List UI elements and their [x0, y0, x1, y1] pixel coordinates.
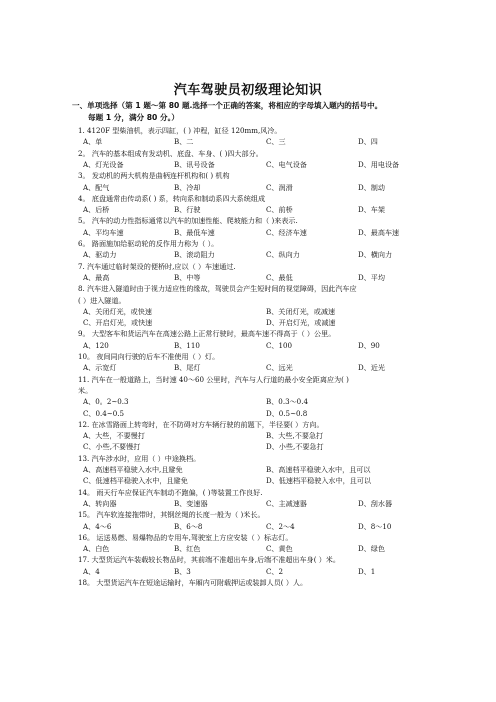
question-text: 18。 大型货运汽车在短途运输时，车厢内可附载押运或装卸人员( ）人。: [78, 578, 308, 587]
answer-option: B、滚动阻力: [174, 250, 215, 260]
question-text: 15。 汽车软连接拖带时，其钢丝绳的长度一般为（ )米长。: [78, 510, 265, 520]
answer-option: D、0.5~0.8: [266, 408, 308, 418]
question-text: 12. 在冰雪路面上转弯时，在不防碍对方车辆行驶的前题下，半径要( ）方向。: [78, 419, 324, 429]
question-text: 8. 汽车进入隧道时由于视力适应性的缘故，驾驶员会产生短时间的视觉障碍，因此汽车应: [78, 284, 357, 294]
answer-option: C、经济车速: [266, 227, 307, 237]
answer-option: D、最高车速: [358, 227, 400, 237]
answer-option: B、3: [174, 566, 191, 576]
answer-option: C、2: [266, 566, 284, 576]
answer-option: A、转向器: [83, 498, 117, 508]
answer-option: B、二: [174, 137, 194, 147]
answer-option: C、小些,不要慢打: [83, 442, 141, 452]
answer-option: A、高速档平稳驶入水中,且避免: [83, 465, 183, 474]
question-text: 10。 夜间同向行驶的后车不准使用（ ）灯。: [78, 352, 220, 361]
answer-option: B、关闭灯光，或减速: [266, 306, 336, 316]
answer-option: C、0.4~0.5: [83, 408, 125, 418]
answer-option: A、最高: [83, 272, 110, 282]
answer-option: D、1: [358, 566, 376, 576]
answer-option: B、讯号设备: [174, 159, 215, 169]
question-text: 1. 4120F 型柴油机，表示四缸，( ) 冲程，缸径 120mm,风冷。: [78, 126, 282, 135]
answer-option: D、近光: [358, 363, 385, 373]
answer-option: C、低速档平稳驶入水中，且避免: [83, 476, 188, 486]
answer-option: A、4～6: [83, 521, 112, 531]
section-heading-line-1: 一、单项选择（第 1 题～第 80 题.选择一个正确的答案，将相应的字母填入题内的括号中。: [72, 101, 383, 110]
answer-option: C、三: [266, 137, 286, 147]
answer-option: C、开启灯光，或快速: [83, 318, 153, 328]
answer-option: B、最低车速: [174, 227, 215, 237]
section-heading-line-2: 每题 1 分，满分 80 分。）: [88, 113, 179, 122]
question-text: 2。 汽车的基本组成有发动机、底盘、车身、( )四大部分。: [78, 148, 263, 158]
section-heading: [72, 100, 472, 124]
answer-option: D、小些,不要急打: [266, 442, 324, 452]
question-text: 14。 雨天行车应保证汽车制动不跑偏，( )等装置工作良好.: [78, 487, 263, 497]
answer-option: A、4: [83, 566, 100, 576]
answer-option: C、主减速器: [266, 498, 307, 508]
answer-option: C、润滑: [266, 182, 293, 192]
answer-option: B、红色: [174, 544, 201, 554]
answer-option: A、关闭灯光，或快速: [83, 306, 152, 316]
answer-option: C、纵向力: [266, 250, 300, 260]
answer-option: D、90: [358, 340, 380, 350]
answer-option: B、0.3～0.4: [266, 397, 308, 407]
answer-option: D、低速档平稳驶入水中，且可以: [266, 476, 371, 486]
answer-option: D、8～10: [358, 521, 392, 531]
answer-option: A、后桥: [83, 205, 110, 215]
answer-option: B、冷却: [174, 182, 201, 192]
answer-option: C、2～4: [266, 521, 295, 531]
answer-option: B、中等: [174, 272, 201, 282]
question-text: 13. 汽车涉水时，应用（ ）中途换档。: [78, 453, 201, 463]
answer-option: B、行驶: [174, 205, 201, 215]
answer-option: A、灯光设备: [83, 159, 124, 169]
answer-option: B、高速档平稳驶入水中，且可以: [266, 465, 371, 474]
answer-option: A、大些，不要慢打: [83, 431, 145, 441]
answer-option: A、白色: [83, 544, 110, 554]
answer-option: A、示宽灯: [83, 363, 117, 373]
question-text: 16。 运送易燃、易爆物品的专用车,驾驶室上方应安装（ ）标志灯。: [78, 532, 293, 542]
document-title: 汽车驾驶员初级理论知识: [173, 83, 323, 98]
answer-option: D、横向力: [358, 250, 393, 260]
answer-option: D、用电设备: [358, 159, 400, 169]
answer-option: C、黄色: [266, 544, 293, 554]
answer-option: C、远光: [266, 363, 293, 373]
answer-option: B、变速器: [174, 498, 208, 508]
question-text: 6。 路面施加给驱动轮的反作用力称为（ ）。: [78, 239, 219, 248]
answer-option: D、制动: [358, 182, 385, 192]
answer-option: A、0。2~0.3: [83, 397, 129, 407]
question-text: 4。 底盘通常由传动系( ) 系，转向系和制动系四大系统组成: [78, 193, 266, 203]
answer-option: A、驱动力: [83, 250, 117, 260]
answer-option: D、开启灯光，或减速: [266, 318, 336, 328]
answer-option: A、配气: [83, 182, 110, 192]
question-text: 9。 大型客车和货运汽车在高速公路上正常行驶时，最高车速不得高于（ ）公里。: [78, 329, 336, 339]
answer-option: D、刮水器: [358, 498, 393, 508]
answer-option: A、120: [83, 340, 109, 350]
answer-option: C、前桥: [266, 205, 293, 215]
question-text-continued: 米。: [78, 385, 93, 395]
answer-option: D、绿色: [358, 544, 385, 554]
question-text: 7. 汽车通过临时架设的便桥时,应以（ ）车速通过.: [78, 261, 236, 271]
answer-option: C、100: [266, 340, 293, 350]
answer-option: A、单: [83, 137, 103, 147]
answer-option: A、平均车速: [83, 227, 124, 237]
question-text: 3。 发动机的两大机构是曲柄连杆机构和( ) 机构: [78, 171, 230, 181]
question-text-continued: ( ）进入隧道。: [78, 295, 126, 305]
question-text: 17. 大型货运汽车装载较长物品时，其前端不准超出车身,后端不准超出车身( ）米。: [78, 555, 340, 565]
answer-option: C、电气设备: [266, 159, 307, 169]
answer-option: D、平均: [358, 272, 385, 282]
answer-option: B、110: [174, 340, 200, 350]
question-text: 11. 汽车在一般道路上，当时速 40～60 公里时，汽车与人行道的最小安全距离应为( ): [78, 374, 349, 384]
question-text: 5。 汽车的动力性指标通常以汽车的加速性能、爬坡能力和（ )来表示.: [78, 216, 298, 226]
answer-option: B、6～8: [174, 521, 203, 531]
answer-option: B、大些,不要急打: [266, 431, 324, 441]
answer-option: C、最低: [266, 272, 293, 282]
answer-option: D、四: [358, 137, 378, 147]
answer-option: D、车架: [358, 205, 385, 215]
answer-option: B、尾灯: [174, 363, 201, 373]
